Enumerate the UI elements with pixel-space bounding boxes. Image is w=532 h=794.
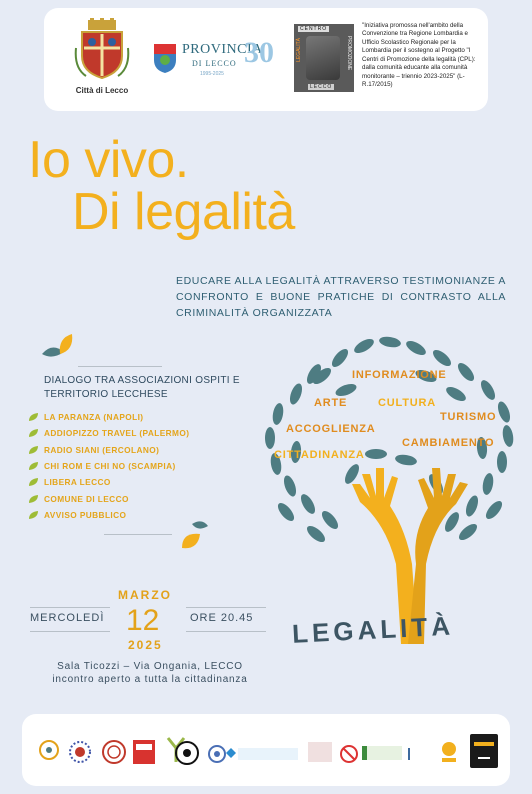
province-sub: DI LECCO <box>192 59 237 68</box>
chained-hands-image <box>306 36 340 80</box>
province-shield-icon <box>152 40 178 74</box>
sponsor-bar <box>22 714 510 786</box>
libera-mark-icon <box>470 734 498 768</box>
event-time: ORE 20.45 <box>190 612 254 624</box>
title-line2: Di legalità <box>72 183 295 241</box>
association-list <box>28 409 189 523</box>
association-item <box>28 442 189 458</box>
cpl-top-label: CENTRO <box>300 26 328 32</box>
tree-leaf <box>444 384 468 404</box>
tree-leaf <box>456 521 479 543</box>
association-item <box>28 490 189 506</box>
tree-leaf <box>481 472 495 495</box>
round-seal-icon <box>102 740 126 764</box>
sponsor-logo-icon <box>38 740 60 766</box>
association-label: LIBERA LECCO <box>44 477 111 488</box>
tree-leaf <box>352 336 376 356</box>
divider <box>30 631 110 632</box>
libera-lecco-logo <box>470 734 498 768</box>
tree-word-accoglienza: ACCOGLIENZA <box>286 423 376 435</box>
tree-leaf <box>282 474 299 498</box>
association-label: LA PARANZA (NAPOLI) <box>44 412 144 423</box>
no-slot-logo-icon <box>338 744 360 764</box>
leaf-bullet-icon <box>28 461 39 471</box>
leaf-bullet-icon <box>28 494 39 504</box>
tree-leaf <box>455 360 477 383</box>
tree-leaf <box>497 451 507 473</box>
tree-leaf <box>478 378 498 402</box>
city-crest-icon <box>74 18 130 80</box>
divider <box>104 534 172 535</box>
legality-label: LEGALITÀ <box>291 610 455 649</box>
cpl-side2-label: PROMOZIONE <box>346 36 352 71</box>
association-label: AVVISO PUBBLICO <box>44 509 127 520</box>
association-label: RADIO SIANI (ERCOLANO) <box>44 444 160 455</box>
province-years: 1995-2025 <box>200 71 224 77</box>
council-logo-icon <box>438 740 460 766</box>
legality-tree-illustration <box>256 334 526 654</box>
subtitle: EDUCARE ALLA LEGALITÀ ATTRAVERSO TESTIMONIANZE A CONFRONTO E BUONE PRATICHE DI CONTRASTO ALLA CRIMINALITÀ ORGANIZZATA <box>176 275 506 319</box>
tree-leaf <box>496 400 513 424</box>
province-anniversary: 30 <box>244 36 274 69</box>
tree-leaf <box>394 453 417 467</box>
event-day: 12 <box>126 604 160 637</box>
tree-leaf <box>342 462 362 486</box>
association-label: COMUNE DI LECCO <box>44 493 129 504</box>
association-item <box>28 409 189 425</box>
tree-leaf <box>334 382 358 399</box>
tree-word-informazione: INFORMAZIONE <box>352 369 447 381</box>
leaf-pair-icon <box>178 518 212 552</box>
piazza-logo <box>308 742 332 762</box>
city-label: Città di Lecco <box>75 86 129 95</box>
leaf-bullet-icon <box>28 477 39 487</box>
cpl-bottom-label: LECCO <box>310 84 333 90</box>
dialog-heading: DIALOGO TRA ASSOCIAZIONI OSPITI E TERRITORIO LECCHESE <box>44 375 240 400</box>
tree-leaf <box>464 494 481 518</box>
divider <box>186 607 266 608</box>
leaf-pair-icon <box>40 332 76 360</box>
association-item <box>28 474 189 490</box>
tree-leaf <box>430 347 453 369</box>
event-weekday: MERCOLEDÌ <box>30 612 105 624</box>
tree-word-cambiamento: CAMBIAMENTO <box>402 437 495 449</box>
tree-leaf <box>319 508 341 531</box>
chamber-of-commerce-logo <box>238 748 298 760</box>
association-item <box>28 507 189 523</box>
tree-leaf <box>378 335 401 349</box>
divider <box>78 366 162 367</box>
association-label: ADDIOPIZZO TRAVEL (PALERMO) <box>44 428 190 439</box>
leaf-bullet-icon <box>28 510 39 520</box>
tree-leaf <box>365 449 387 459</box>
tree-leaf <box>501 424 515 447</box>
star-circle-logo-icon <box>68 740 92 764</box>
mascot-logo-icon <box>174 740 200 766</box>
chamber-of-commerce-icon <box>226 748 236 758</box>
tree-leaf <box>329 346 351 369</box>
province-name: PROVINCIA <box>182 42 263 57</box>
divider <box>30 607 110 608</box>
leaf-bullet-icon <box>28 445 39 455</box>
title-line1: Io vivo. <box>28 131 189 189</box>
association-item <box>28 458 189 474</box>
tree-word-cittadinanza: CITTADINANZA <box>274 449 365 461</box>
association-item <box>28 425 189 441</box>
tree-word-arte: ARTE <box>314 397 348 409</box>
province-logo <box>152 38 272 88</box>
event-year: 2025 <box>128 638 163 652</box>
cpl-logo <box>294 24 354 92</box>
tree-leaf <box>265 427 275 449</box>
tree-leaf <box>404 338 428 358</box>
leaf-bullet-icon <box>28 412 39 422</box>
tree-word-turismo: TURISMO <box>440 411 497 423</box>
tree-leaf <box>288 382 305 406</box>
tree-leaf <box>304 523 327 545</box>
tree-leaf <box>298 492 318 516</box>
event-month: MARZO <box>118 588 172 602</box>
tree-leaf <box>275 500 297 523</box>
tree-leaf <box>483 498 505 521</box>
header-panel <box>44 8 488 111</box>
event-location: Sala Ticozzi – Via Ongania, LECCO <box>57 661 243 672</box>
initiative-note: "Iniziativa promossa nell'ambito della Convenzione tra Regione Lombardia e Ufficio Scolastico Regionale per la Lombardia per il sostegno al Progetto "I Centri di Promozione della legalità (CPL): dalla comunità educante alla comunità monitorante – triennio 2023-2025" (L-R.17/2015) <box>362 22 476 88</box>
cpl-side-label: LEGALITÀ <box>296 38 302 62</box>
avviso-pubblico-logo-icon <box>132 736 156 768</box>
association-label: CHI ROM E CHI NO (SCAMPIA) <box>44 461 176 472</box>
event-note: incontro aperto a tutta la cittadinanza <box>52 674 248 685</box>
tree-leaf <box>271 402 285 425</box>
divider <box>186 631 266 632</box>
regione-lombardia-logo <box>362 746 402 760</box>
tree-word-cultura: CULTURA <box>378 397 436 409</box>
leaf-bullet-icon <box>28 428 39 438</box>
flower-logo-icon <box>206 744 228 764</box>
